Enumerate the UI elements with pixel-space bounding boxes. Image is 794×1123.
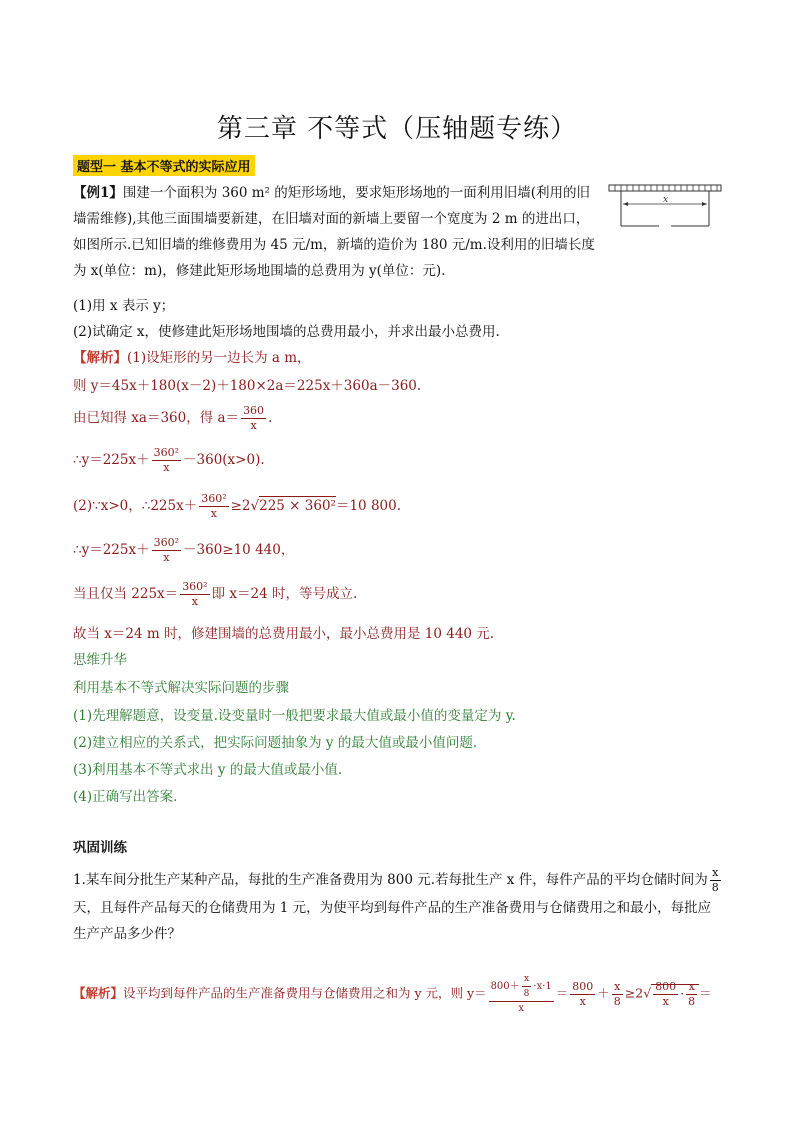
solution-label: 【解析】 [73, 350, 127, 366]
thinking-step: (3)利用基本不等式求出 y 的最大值或最小值. [73, 762, 343, 778]
thinking-step: (1)先理解题意，设变量.设变量时一般把要求最大值或最小值的变量定为 y. [73, 708, 516, 724]
section-tag: 题型一 基本不等式的实际应用 [73, 155, 255, 176]
practice-solution-label: 【解析】 [73, 985, 124, 1001]
solution-line-8: 故当 x＝24 m 时，修建围墙的总费用最小，最小总费用是 10 440 元. [73, 626, 495, 642]
figure-x-label: x [663, 195, 669, 205]
solution-line-4: ∴y＝225x＋ $\frac{\text{360²}}{x}$ －360(x>0). [73, 446, 265, 474]
solution-line-2: 则 y＝45x＋180(x－2)＋180×2a＝225x＋360a－360. [73, 378, 422, 394]
question-1: (1)用 x 表示 y； [73, 298, 175, 314]
wall-figure [607, 182, 723, 232]
practice-problem-1: 1.某车间分批生产某种产品，每批的生产准备费用为 800 元.若每批生产 x 件，每件产品的平均仓储时间为 $\frac{x}{8}$ 天，且每件产品每天的仓储费用为 1 元，为使平均到每件产品的生产准备费用与仓储费用之和最小，每批应生产产品多少件？ [73, 866, 719, 942]
solution-line-5: (2)∵x>0，∴225x＋ $\frac{\text{360²}}{x}$ ≥2√225 × 360²＝10 800. [73, 492, 401, 520]
practice-solution: 【解析】设平均到每件产品的生产准备费用与仓储费用之和为 y 元，则 y＝ 800＋ $\frac{x}{8}$ ·x·1 x ＝ $\frac{800}{x}$ ＋ $\frac{x}{8}$ ≥2√ $\frac{800}{x}$ · $\frac{x}{8}$ ＝ [73, 974, 712, 1014]
question-2: (2)试确定 x，使修建此矩形场地围墙的总费用最小，并求出最小总费用. [73, 324, 500, 340]
solution-line-6: ∴y＝225x＋ $\frac{\text{360²}}{x}$ －360≥10 440， [73, 536, 295, 564]
solution-line-7: 当且仅当 225x＝ $\frac{\text{360²}}{x}$ 即 x＝24 时，等号成立. [73, 580, 358, 608]
page-title: 第三章 不等式（压轴题专练） [216, 114, 578, 144]
thinking-heading: 思维升华 [73, 652, 127, 668]
thinking-step: (2)建立相应的关系式，把实际问题抽象为 y 的最大值或最小值问题. [73, 735, 478, 751]
thinking-step: (4)正确写出答案. [73, 789, 178, 805]
solution-line-3: 由已知得 xa＝360，得 a＝ $\frac{360}{x}$ . [73, 404, 273, 432]
example-label: 【例1】 [73, 185, 123, 201]
thinking-subtitle: 利用基本不等式解决实际问题的步骤 [73, 680, 289, 696]
example-text: 围建一个面积为 360 m² 的矩形场地，要求矩形场地的一面利用旧墙(利用的旧墙需维修),其他三面围墙要新建，在旧墙对面的新墙上要留一个宽度为 2 m 的进出口，如图所示.已知旧墙的维修费用为 45 元/m，新墙的造价为 180 元/m.设利用的旧墙长度为 x(单位：m)，修建此矩形场地围墙的总费用为 y(单位：元). [73, 185, 595, 279]
example-block [73, 180, 723, 284]
solution-line-1: 【解析】(1)设矩形的另一边长为 a m， [73, 350, 311, 366]
practice-heading: 巩固训练 [73, 840, 127, 856]
